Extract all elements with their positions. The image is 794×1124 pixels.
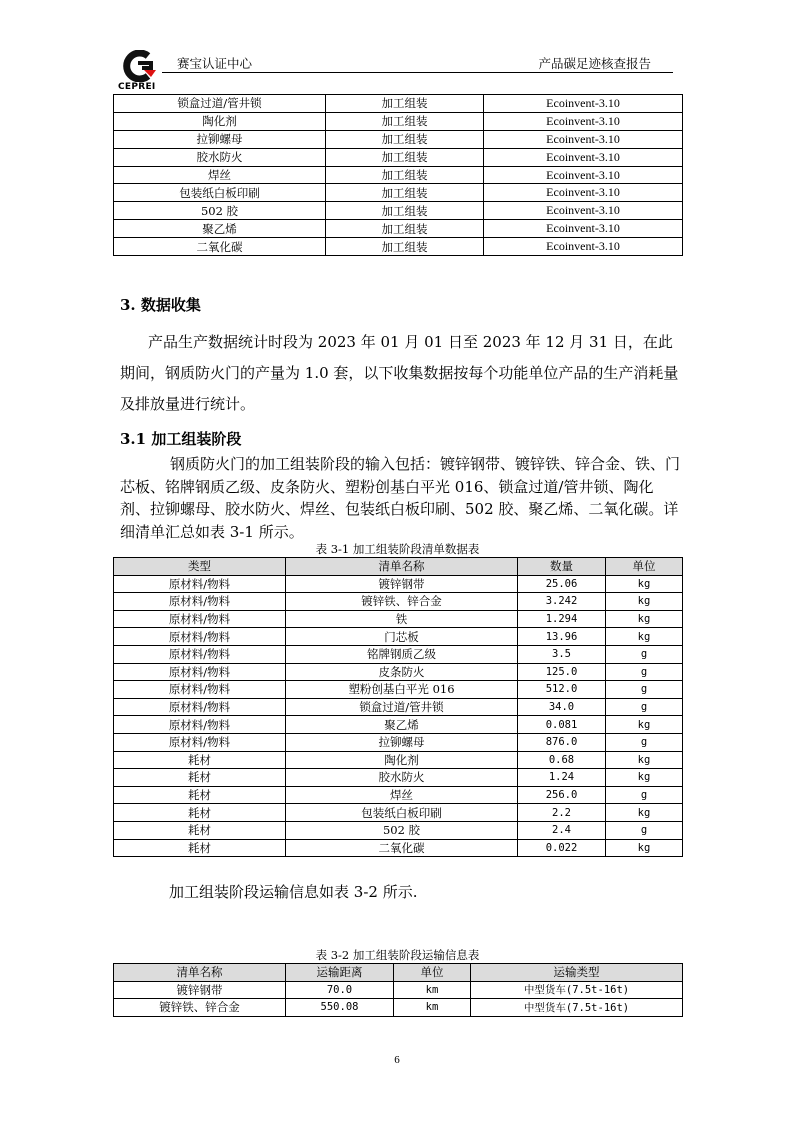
table-row (114, 645, 683, 663)
table-cell: 皮条防火 (286, 663, 518, 681)
table-cell: 塑粉创基白平光 016 (286, 681, 518, 699)
page-number: 6 (394, 1054, 400, 1066)
table-cell: 耗材 (114, 751, 286, 769)
table-cell: 耗材 (114, 821, 286, 839)
table-cell: 中型货车(7.5t-16t) (471, 999, 683, 1017)
table-cell: g (606, 821, 683, 839)
table-row (114, 593, 683, 611)
table-cell: g (606, 733, 683, 751)
table-cell: 陶化剂 (114, 112, 326, 130)
table-cell: g (606, 681, 683, 699)
table-cell: 原材料/物料 (114, 645, 286, 663)
table-row (114, 733, 683, 751)
table-row (114, 769, 683, 787)
table-cell: 镀锌铁、锌合金 (286, 593, 518, 611)
table-cell: 二氧化碳 (114, 238, 326, 256)
table-cell: 胶水防火 (286, 769, 518, 787)
table-cell: 拉铆螺母 (286, 733, 518, 751)
section-3-1-paragraph: 钢质防火门的加工组装阶段的输入包括：镀锌钢带、镀锌铁、锌合金、铁、门芯板、铭牌钢质乙级、皮条防火、塑粉创基白平光 016、锁盒过道/管井锁、陶化剂、拉铆螺母、胶水防火、焊丝、包装纸白板印刷、502 胶、聚乙烯、二氧化碳。详细清单汇总如表 3-1 所示。 (120, 455, 681, 541)
table-cell: Ecoinvent-3.10 (484, 130, 683, 148)
column-header: 单位 (394, 964, 471, 982)
table-cell: 2.4 (518, 821, 606, 839)
table-cell: 胶水防火 (114, 148, 326, 166)
table-cell: 502 胶 (286, 821, 518, 839)
table-cell: 70.0 (286, 981, 394, 999)
table-row (114, 130, 683, 148)
table-row (114, 166, 683, 184)
transport-table (113, 963, 683, 1017)
table-cell: 256.0 (518, 786, 606, 804)
table-cell: 铭牌钢质乙级 (286, 645, 518, 663)
column-header: 运输类型 (471, 964, 683, 982)
table-cell: 502 胶 (114, 202, 326, 220)
table-cell: 原材料/物料 (114, 593, 286, 611)
table-row (114, 575, 683, 593)
table-cell: 0.081 (518, 716, 606, 734)
table-cell: kg (606, 839, 683, 857)
table-row (114, 786, 683, 804)
table-3-1-caption: 表 3-1 加工组装阶段清单数据表 (315, 542, 480, 556)
table-cell: 1.24 (518, 769, 606, 787)
table-cell: 125.0 (518, 663, 606, 681)
table-cell: km (394, 981, 471, 999)
table-3-2-caption: 表 3-2 加工组装阶段运输信息表 (315, 948, 480, 962)
table-cell: 2.2 (518, 804, 606, 822)
ceprei-logo-icon (118, 50, 158, 82)
table-row (114, 839, 683, 857)
table-cell: 原材料/物料 (114, 628, 286, 646)
table-row (114, 184, 683, 202)
table-row (114, 716, 683, 734)
table-cell: 镀锌钢带 (286, 575, 518, 593)
table-cell: 3.5 (518, 645, 606, 663)
table-row (114, 751, 683, 769)
table-cell: Ecoinvent-3.10 (484, 202, 683, 220)
table-cell: 34.0 (518, 698, 606, 716)
table-row (114, 220, 683, 238)
table-cell: 包装纸白板印刷 (114, 184, 326, 202)
table-cell: kg (606, 628, 683, 646)
table-cell: 1.294 (518, 610, 606, 628)
column-header: 单位 (606, 558, 683, 576)
table-cell: 512.0 (518, 681, 606, 699)
table-cell: 锁盒过道/管井锁 (286, 698, 518, 716)
table-cell: 耗材 (114, 804, 286, 822)
table-cell: g (606, 786, 683, 804)
table-cell: 3.242 (518, 593, 606, 611)
column-header: 类型 (114, 558, 286, 576)
column-header: 运输距离 (286, 964, 394, 982)
table-row (114, 238, 683, 256)
section-3-1-heading: 3.1 加工组装阶段 (120, 430, 242, 448)
transport-intro-text: 加工组装阶段运输信息如表 3-2 所示. (169, 883, 418, 901)
table-cell: 加工组装 (326, 95, 484, 113)
table-cell: 原材料/物料 (114, 698, 286, 716)
table-cell: 镀锌铁、锌合金 (114, 999, 286, 1017)
table-cell: Ecoinvent-3.10 (484, 95, 683, 113)
table-cell: g (606, 698, 683, 716)
table-cell: 原材料/物料 (114, 610, 286, 628)
table-cell: kg (606, 751, 683, 769)
logo-text: CEPREI (118, 82, 156, 92)
table-cell: 原材料/物料 (114, 681, 286, 699)
table-cell: Ecoinvent-3.10 (484, 166, 683, 184)
header-org-name: 赛宝认证中心 (177, 56, 253, 71)
table-cell: 拉铆螺母 (114, 130, 326, 148)
table-cell: kg (606, 804, 683, 822)
table-cell: 锁盒过道/管井锁 (114, 95, 326, 113)
table-row (114, 821, 683, 839)
table-cell: kg (606, 575, 683, 593)
table-cell: Ecoinvent-3.10 (484, 238, 683, 256)
table-cell: kg (606, 769, 683, 787)
table-cell: g (606, 663, 683, 681)
table-cell: 加工组装 (326, 238, 484, 256)
table-cell: 陶化剂 (286, 751, 518, 769)
table-cell: Ecoinvent-3.10 (484, 184, 683, 202)
table-row (114, 698, 683, 716)
table-cell: 二氧化碳 (286, 839, 518, 857)
table-cell: 耗材 (114, 769, 286, 787)
table-cell: 焊丝 (286, 786, 518, 804)
table-cell: kg (606, 716, 683, 734)
table-cell: 门芯板 (286, 628, 518, 646)
table-cell: 550.08 (286, 999, 394, 1017)
table-cell: Ecoinvent-3.10 (484, 220, 683, 238)
table-cell: Ecoinvent-3.10 (484, 112, 683, 130)
column-header: 清单名称 (286, 558, 518, 576)
table-cell: 加工组装 (326, 202, 484, 220)
table-cell: 焊丝 (114, 166, 326, 184)
table-cell: 聚乙烯 (114, 220, 326, 238)
table-cell: km (394, 999, 471, 1017)
header-divider (162, 72, 673, 73)
table-cell: kg (606, 610, 683, 628)
table-cell: 耗材 (114, 839, 286, 857)
column-header: 清单名称 (114, 964, 286, 982)
table-cell: 镀锌钢带 (114, 981, 286, 999)
table-cell: 0.68 (518, 751, 606, 769)
table-cell: 加工组装 (326, 184, 484, 202)
table-row (114, 681, 683, 699)
table-cell: 铁 (286, 610, 518, 628)
table-row (114, 112, 683, 130)
table-row (114, 663, 683, 681)
section-3-heading: 3. 数据收集 (120, 296, 201, 314)
table-cell: 加工组装 (326, 166, 484, 184)
section-3-paragraph: 产品生产数据统计时段为 2023 年 01 月 01 日至 2023 年 12 月 31 日，在此期间，钢质防火门的产量为 1.0 套，以下收集数据按每个功能单位产品的生产消耗量及排放量进行统计。 (120, 333, 679, 413)
table-cell: 加工组装 (326, 220, 484, 238)
table-row (114, 999, 683, 1017)
table-row (114, 628, 683, 646)
table-cell: 0.022 (518, 839, 606, 857)
header-report-title: 产品碳足迹核查报告 (538, 56, 651, 71)
table-row (114, 148, 683, 166)
table-cell: Ecoinvent-3.10 (484, 148, 683, 166)
table-cell: 13.96 (518, 628, 606, 646)
table-cell: 25.06 (518, 575, 606, 593)
inventory-table (113, 557, 683, 857)
column-header: 数量 (518, 558, 606, 576)
table-row (114, 202, 683, 220)
table-cell: 聚乙烯 (286, 716, 518, 734)
table-cell: 加工组装 (326, 130, 484, 148)
table-cell: 876.0 (518, 733, 606, 751)
table-cell: 中型货车(7.5t-16t) (471, 981, 683, 999)
table-row (114, 981, 683, 999)
table-cell: 加工组装 (326, 148, 484, 166)
table-cell: g (606, 645, 683, 663)
table-cell: 包装纸白板印刷 (286, 804, 518, 822)
table-cell: 加工组装 (326, 112, 484, 130)
table-cell: 原材料/物料 (114, 716, 286, 734)
table-row (114, 95, 683, 113)
table-cell: 耗材 (114, 786, 286, 804)
data-source-table (113, 94, 683, 256)
table-row (114, 804, 683, 822)
table-cell: 原材料/物料 (114, 733, 286, 751)
table-cell: kg (606, 593, 683, 611)
table-cell: 原材料/物料 (114, 575, 286, 593)
table-cell: 原材料/物料 (114, 663, 286, 681)
table-row (114, 610, 683, 628)
